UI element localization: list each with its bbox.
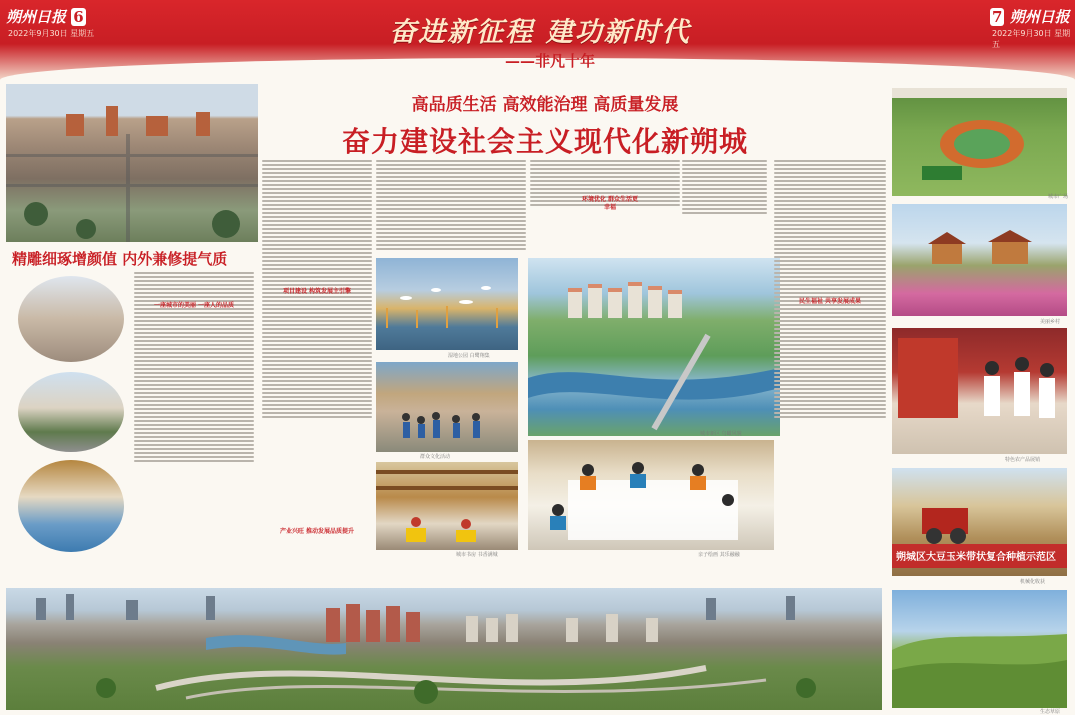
slogan: 奋进新征程 建功新时代 — [389, 17, 691, 48]
study-room-photo — [18, 460, 124, 552]
series-title: ——非凡十年 — [504, 52, 595, 70]
street-photo — [18, 276, 124, 362]
rural-village-photo — [892, 204, 1067, 316]
subhead-col-a1: 一座城市的美丽 一座人的品质 — [153, 302, 235, 309]
article-column-e — [682, 158, 767, 258]
aerial-new-district-photo — [528, 258, 780, 436]
masthead-right-date: 2022年9月30日 星期五 — [992, 29, 1071, 49]
article-column-f — [774, 158, 886, 550]
section-title: 精雕细琢增颜值 内外兼修提气质 — [12, 250, 228, 268]
city-square-photo — [892, 88, 1067, 196]
banner-text: 朔城区大豆玉米带状复合种植示范区 — [896, 552, 1056, 563]
community-event-photo — [376, 362, 518, 452]
article-column-b — [262, 158, 372, 548]
grassland-photo — [892, 590, 1067, 708]
caption-square: 城市广场 — [1048, 194, 1069, 200]
masthead-right-title: 7 朔州日报 — [992, 8, 1070, 26]
harvest-photo — [892, 468, 1067, 576]
caption-harvest: 机械化收获 — [1020, 579, 1046, 585]
masthead-left-title: 朔州日报 6 — [6, 8, 84, 26]
children-painting-photo — [528, 440, 774, 550]
subhead-col-d1: 民生福祉 共享发展成果 — [798, 298, 862, 305]
subhead-col-b2: 产业兴旺 推动发展品质提升 — [279, 528, 355, 535]
caption-aerial: 城市新区 鸟瞰风貌 — [700, 431, 742, 437]
city-panorama-photo — [6, 588, 882, 710]
masthead-left-date: 2022年9月30日 星期五 — [8, 29, 95, 38]
caption-rural: 美丽乡村 — [1040, 319, 1061, 325]
storefront-photo — [18, 372, 124, 452]
subhead-col-c1: 环境优化 群众生活更幸福 — [581, 196, 639, 211]
product-expo-photo — [892, 328, 1067, 454]
caption-library: 城市书房 书香满城 — [456, 552, 498, 558]
caption-children: 亲子绘画 其乐融融 — [698, 552, 740, 558]
city-library-photo — [376, 462, 518, 550]
city-skyline-photo — [6, 84, 258, 242]
headline-main: 奋力建设社会主义现代化新朔城 — [341, 125, 748, 158]
article-column-c — [376, 158, 526, 253]
article-column-a — [134, 270, 254, 560]
caption-grassland: 生态草原 — [1040, 709, 1061, 715]
caption-expo: 特色农产品展销 — [1005, 457, 1041, 463]
wetland-photo — [376, 258, 518, 350]
subhead-col-b1: 项目建设 构筑发展主引擎 — [282, 288, 352, 295]
caption-wetland: 湿地公园 白鹭翔集 — [448, 353, 490, 359]
caption-event: 群众文化活动 — [420, 454, 451, 460]
headline-sub: 高品质生活 高效能治理 高质量发展 — [411, 95, 679, 115]
